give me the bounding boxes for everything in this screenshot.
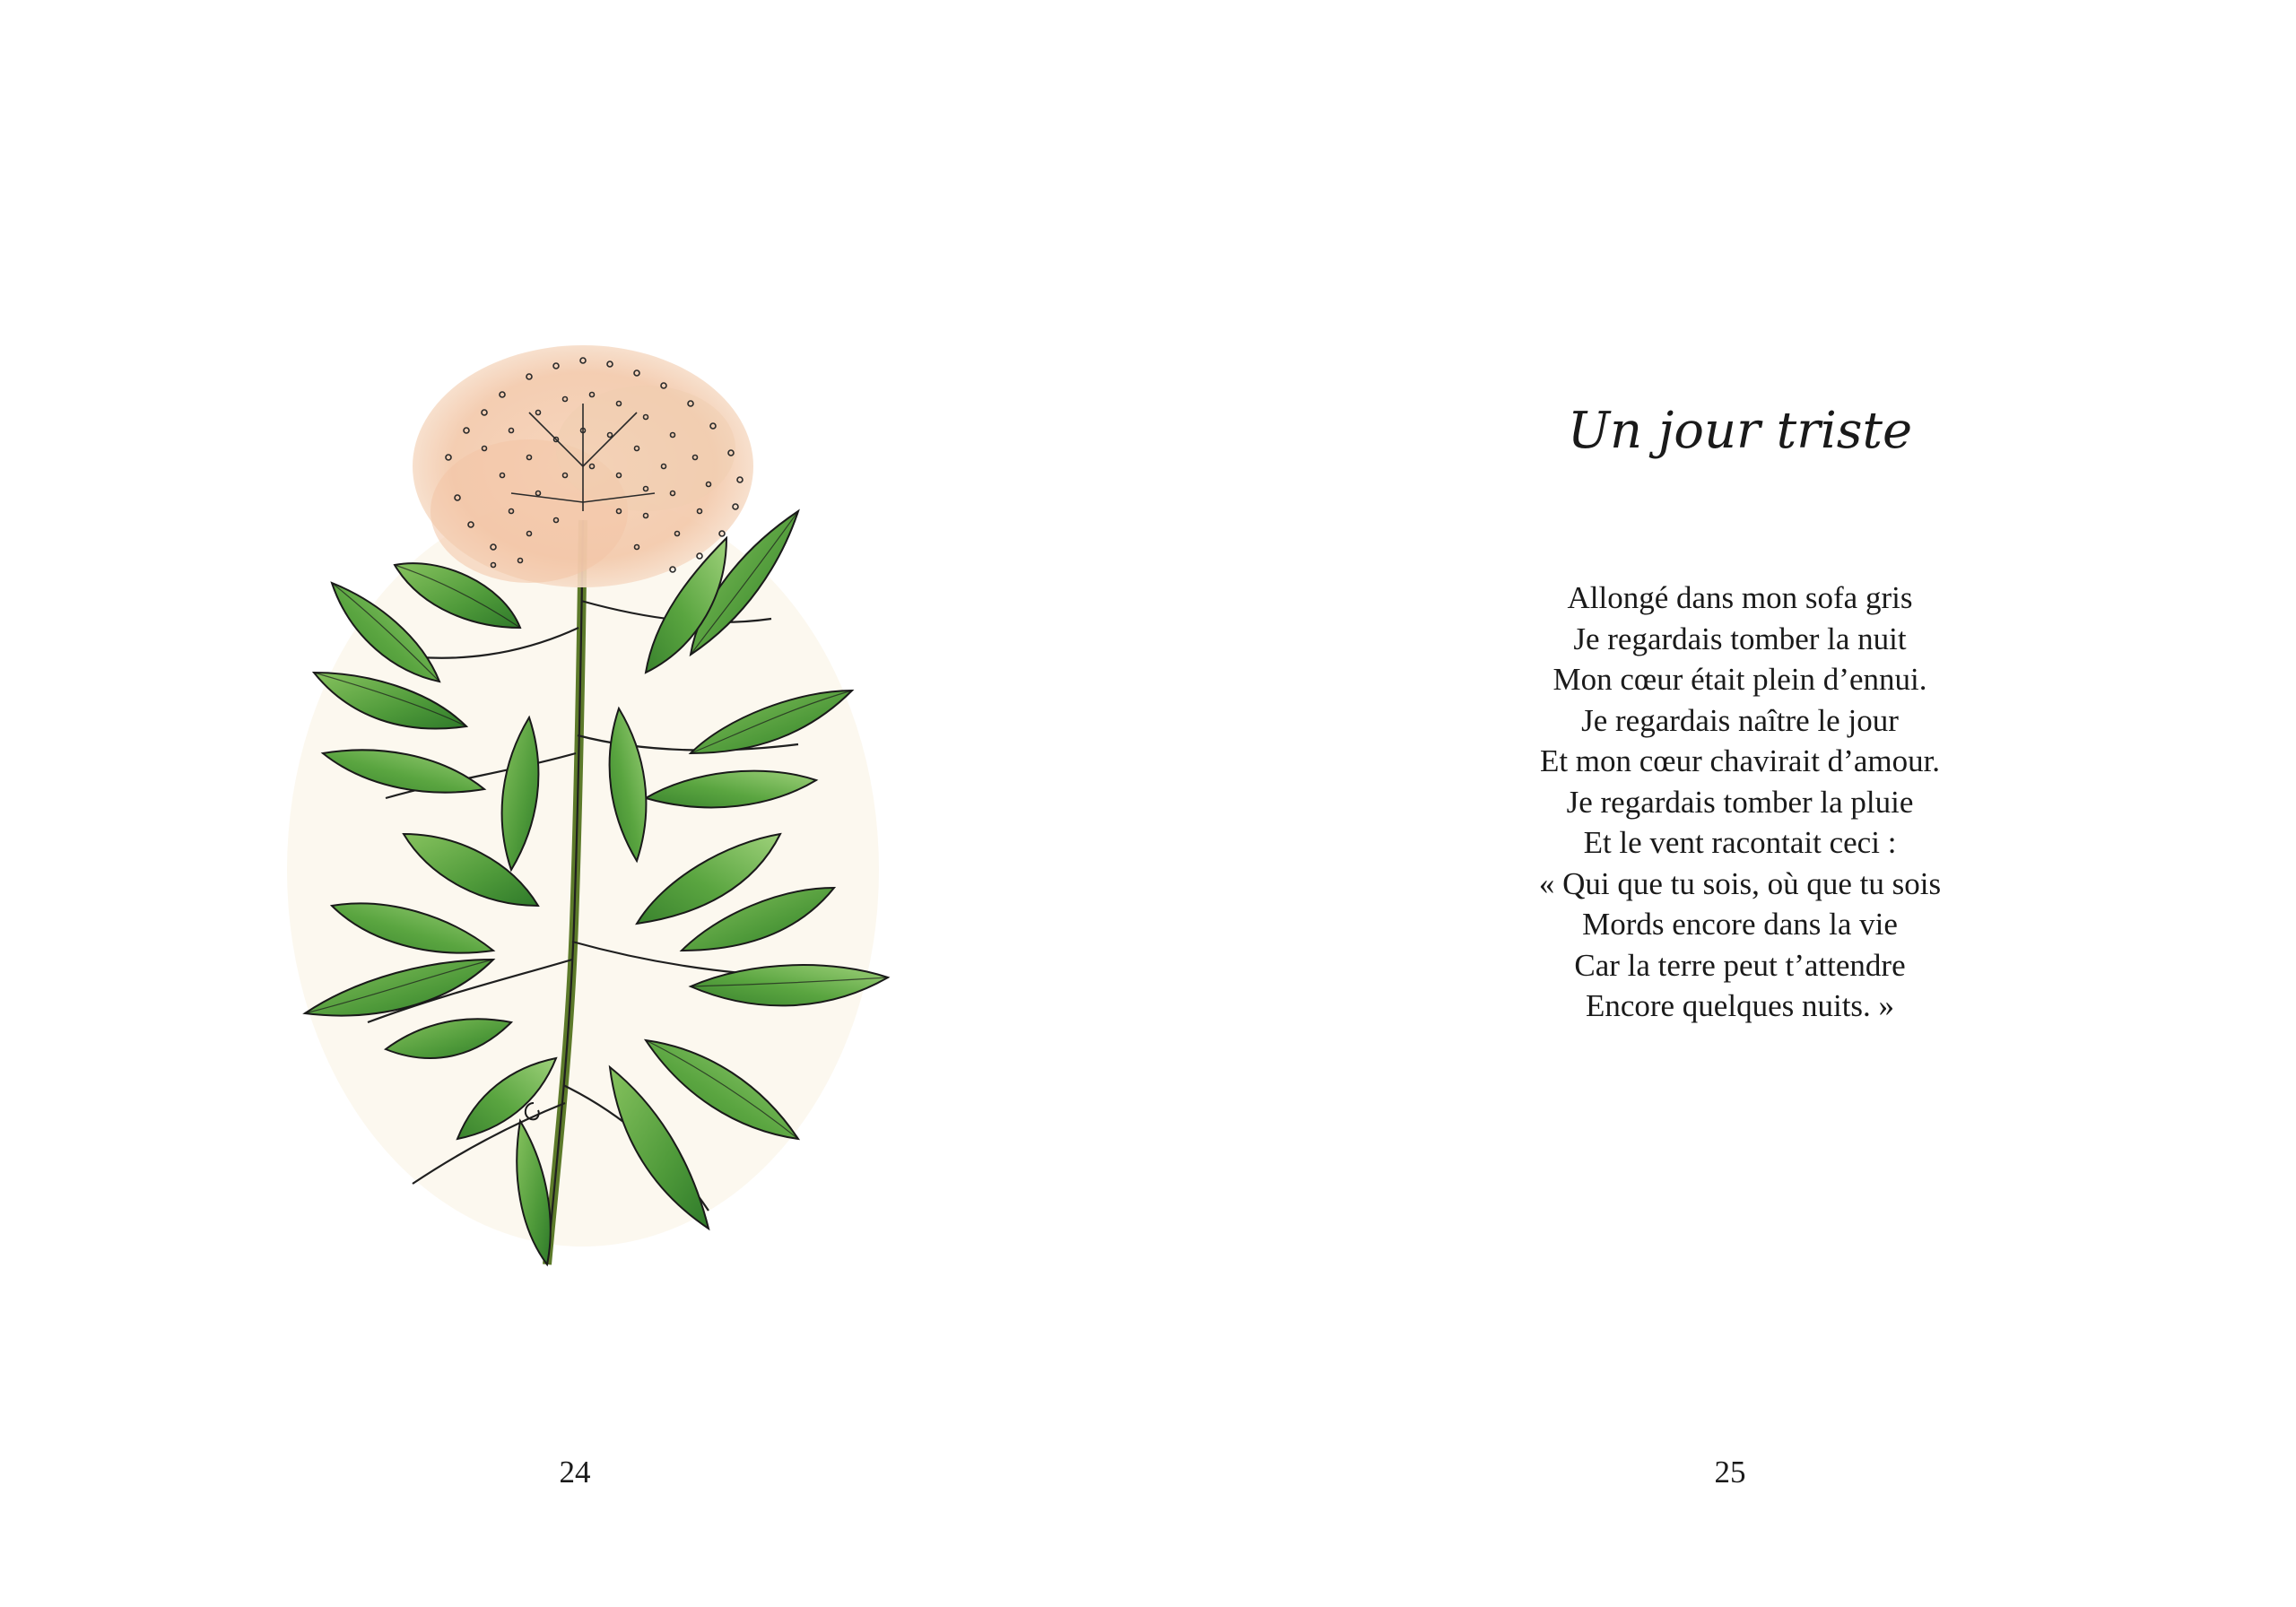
poem-line: Car la terre peut t’attendre <box>1574 947 1906 983</box>
poem-line: Je regardais tomber la pluie <box>1566 784 1914 820</box>
poem-line: « Qui que tu sois, où que tu sois <box>1538 865 1942 901</box>
poem-line: Mon cœur était plein d’ennui. <box>1552 662 1927 697</box>
page-number-left: 24 <box>559 1455 591 1490</box>
poem-line: Mords encore dans la vie <box>1582 907 1898 942</box>
poem-line: Je regardais naître le jour <box>1581 702 1899 738</box>
poem-line: Encore quelques nuits. » <box>1585 988 1895 1023</box>
poem-line: Et le vent racontait ceci : <box>1583 825 1897 860</box>
poem-line: Et mon cœur chavirait d’amour. <box>1539 743 1941 778</box>
poem-body <box>1462 578 2018 1027</box>
plant-drawing <box>224 332 942 1309</box>
elderflower-illustration <box>224 332 942 1309</box>
poem-line: Je regardais tomber la nuit <box>1573 621 1907 656</box>
page-number-right: 25 <box>1714 1455 1746 1490</box>
poem-title: Un jour triste <box>1567 402 1913 460</box>
blossom-cluster <box>413 345 753 587</box>
poem-line: Allongé dans mon sofa gris <box>1567 580 1913 615</box>
